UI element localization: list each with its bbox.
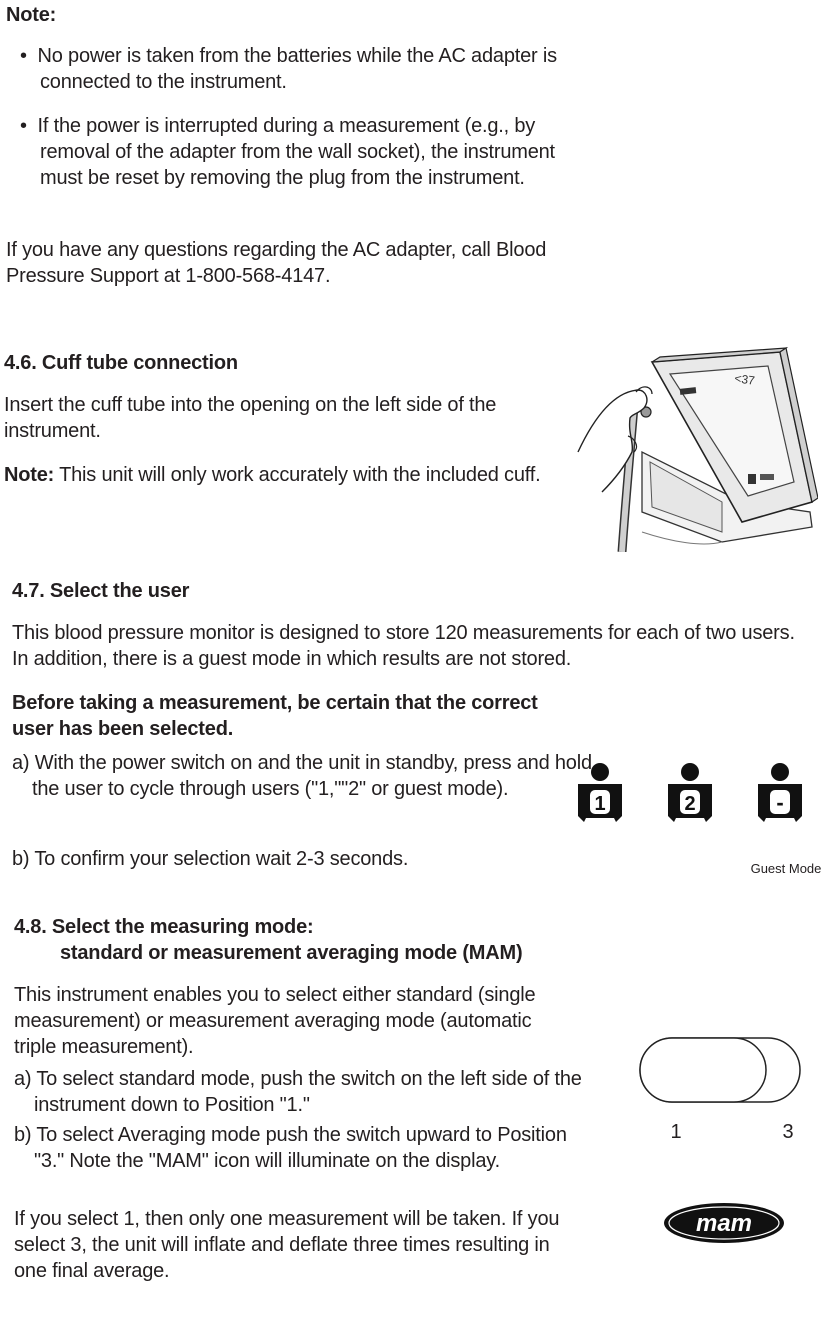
bullet-dot: •	[20, 45, 38, 67]
select-user-warning: Before taking a measurement, be certain that the correct user has been selected.	[12, 692, 538, 740]
guest-mode-label: Guest Mode	[750, 861, 822, 876]
section-4-6-body: Insert the cuff tube into the opening on the left side of the instrument.	[4, 394, 497, 442]
section-4-8-closing: If you select 1, then only one measurement will be taken. If you select 3, the unit will inflate and deflate three times resulting in one final average.	[14, 1208, 560, 1282]
note-bullet-2	[14, 113, 600, 191]
svg-text:-: -	[776, 790, 784, 815]
section-4-6-note	[4, 462, 564, 488]
section-4-8-body: This instrument enables you to select either standard (single measurement) or measurement averaging mode (automatic triple measurement).	[14, 984, 536, 1058]
svg-text:mam: mam	[695, 1210, 753, 1237]
switch-position-3-label: 3	[782, 1121, 794, 1143]
section-4-7-heading: 4.7. Select the user	[12, 580, 190, 602]
mam-logo	[660, 1198, 788, 1248]
section-4-6-note-label: Note:	[4, 464, 55, 486]
section-4-8-step-b: b) To select Averaging mode push the switch upward to Position "3." Note the "MAM" icon will illuminate on the display.	[14, 1124, 567, 1172]
note-bullet-2-text: If the power is interrupted during a measurement (e.g., by removal of the adapter from the wall socket), the instrument must be reset by removing the plug from the instrument.	[37, 115, 555, 189]
guest-user-icon	[758, 763, 802, 822]
svg-text:2: 2	[684, 793, 696, 815]
cuff-tube-connection-illustration	[572, 342, 818, 552]
section-4-6-heading: 4.6. Cuff tube connection	[4, 352, 238, 374]
svg-text:1: 1	[594, 793, 606, 815]
section-4-8-step-a: a) To select standard mode, push the switch on the left side of the instrument down to Position "1."	[14, 1068, 582, 1116]
bullet-dot: •	[20, 115, 38, 137]
section-4-6-note-text: This unit will only work accurately with the included cuff.	[54, 464, 541, 486]
user-selection-icons	[574, 760, 824, 880]
svg-text:<37: <37	[733, 371, 756, 388]
mode-switch-diagram	[634, 1032, 814, 1150]
section-4-7-step-b: b) To confirm your selection wait 2-3 seconds.	[12, 848, 409, 870]
section-4-7-body: This blood pressure monitor is designed to store 120 measurements for each of two users. In addition, there is a guest mode in which results are not stored.	[12, 622, 795, 670]
ac-adapter-questions: If you have any questions regarding the AC adapter, call Blood Pressure Support at 1-800-568-4147.	[6, 239, 547, 287]
section-4-7-step-a: a) With the power switch on and the unit in standby, press and hold the user to cycle through users ("1,""2" or guest mode).	[12, 752, 592, 800]
note-heading: Note:	[6, 4, 57, 26]
note-bullet-1-text: No power is taken from the batteries while the AC adapter is connected to the instrument.	[37, 45, 557, 93]
switch-position-1-label: 1	[670, 1121, 682, 1143]
note-bullet-1	[14, 43, 600, 95]
section-4-8-heading-line1: 4.8. Select the measuring mode:	[14, 916, 314, 938]
user-1-icon	[578, 763, 622, 822]
section-4-8-heading-line2: standard or measurement averaging mode (MAM)	[60, 942, 523, 964]
user-2-icon	[668, 763, 712, 822]
